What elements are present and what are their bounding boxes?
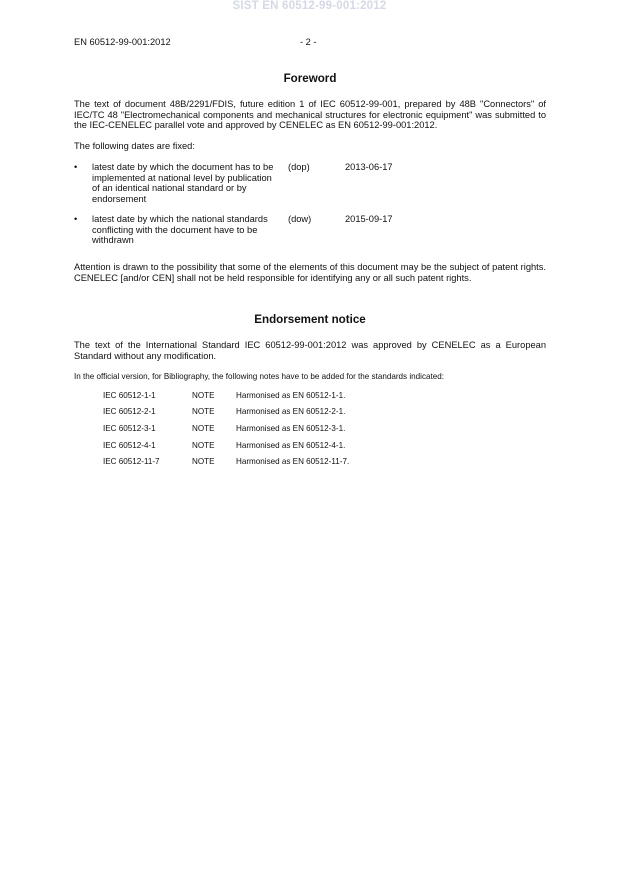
list-item [74, 162, 546, 214]
standard-reference: IEC 60512-4-1 [103, 440, 156, 450]
foreword-paragraph: The text of document 48B/2291/FDIS, future edition 1 of IEC 60512-99-001, prepared by 48B "Connectors" of IEC/TC 48 "Electromechanical components and mechanical structures for electronic equipment" was submitted to the IEC-CENELEC parallel vote and approved by CENELEC as EN 60512-99-001:2012. [74, 99, 546, 131]
table-row [103, 404, 349, 421]
dates-intro: The following dates are fixed: [74, 141, 195, 152]
note-label: NOTE [192, 423, 215, 433]
note-text: Harmonised as EN 60512-1-1. [236, 390, 346, 400]
foreword-heading: Foreword [283, 72, 337, 85]
note-label: NOTE [192, 407, 215, 417]
dates-list [74, 162, 546, 256]
document-id: EN 60512-99-001:2012 [74, 37, 171, 47]
standard-reference: IEC 60512-2-1 [103, 407, 156, 417]
note-text: Harmonised as EN 60512-11-7. [236, 457, 350, 467]
watermark: SIST EN 60512-99-001:2012 [232, 0, 387, 12]
note-text: Harmonised as EN 60512-4-1. [236, 440, 346, 450]
note-label: NOTE [192, 457, 215, 467]
standard-reference: IEC 60512-1-1 [103, 390, 156, 400]
endorsement-paragraph: The text of the International Standard IEC 60512-99-001:2012 was approved by CENELEC as a European Standard without any modification. [74, 340, 546, 361]
standard-reference: IEC 60512-3-1 [103, 423, 156, 433]
list-item [74, 214, 546, 256]
running-header [74, 37, 546, 51]
date-description: latest date by which the document has to be implemented at national level by publication of an identical national standard or by endorsement [92, 161, 274, 204]
bibliography-note: In the official version, for Bibliography, the following notes have to be added for the standards indicated: [74, 371, 444, 381]
note-text: Harmonised as EN 60512-2-1. [236, 407, 346, 417]
bullet-icon: • [74, 213, 78, 224]
endorsement-heading: Endorsement notice [254, 313, 366, 327]
table-row [103, 388, 349, 405]
note-label: NOTE [192, 440, 215, 450]
date-abbreviation: (dow) [288, 213, 312, 224]
table-row [103, 454, 349, 471]
harmonised-notes-table [103, 388, 349, 471]
table-row [103, 421, 349, 438]
table-row [103, 438, 349, 455]
date-value: 2013-06-17 [345, 161, 393, 172]
bullet-icon: • [74, 161, 78, 172]
page-content [74, 72, 546, 471]
standard-reference: IEC 60512-11-7 [103, 457, 160, 467]
page-number: - 2 - [300, 37, 317, 47]
date-abbreviation: (dop) [288, 161, 310, 172]
date-value: 2015-09-17 [345, 213, 393, 224]
date-description: latest date by which the national standards conflicting with the document have to be withdrawn [92, 213, 268, 246]
note-text: Harmonised as EN 60512-3-1. [236, 423, 346, 433]
patent-attention-paragraph: Attention is drawn to the possibility that some of the elements of this document may be the subject of patent rights. CENELEC [and/or CEN] shall not be held responsible for identifying any or all such patent rights. [74, 261, 546, 283]
note-label: NOTE [192, 390, 215, 400]
